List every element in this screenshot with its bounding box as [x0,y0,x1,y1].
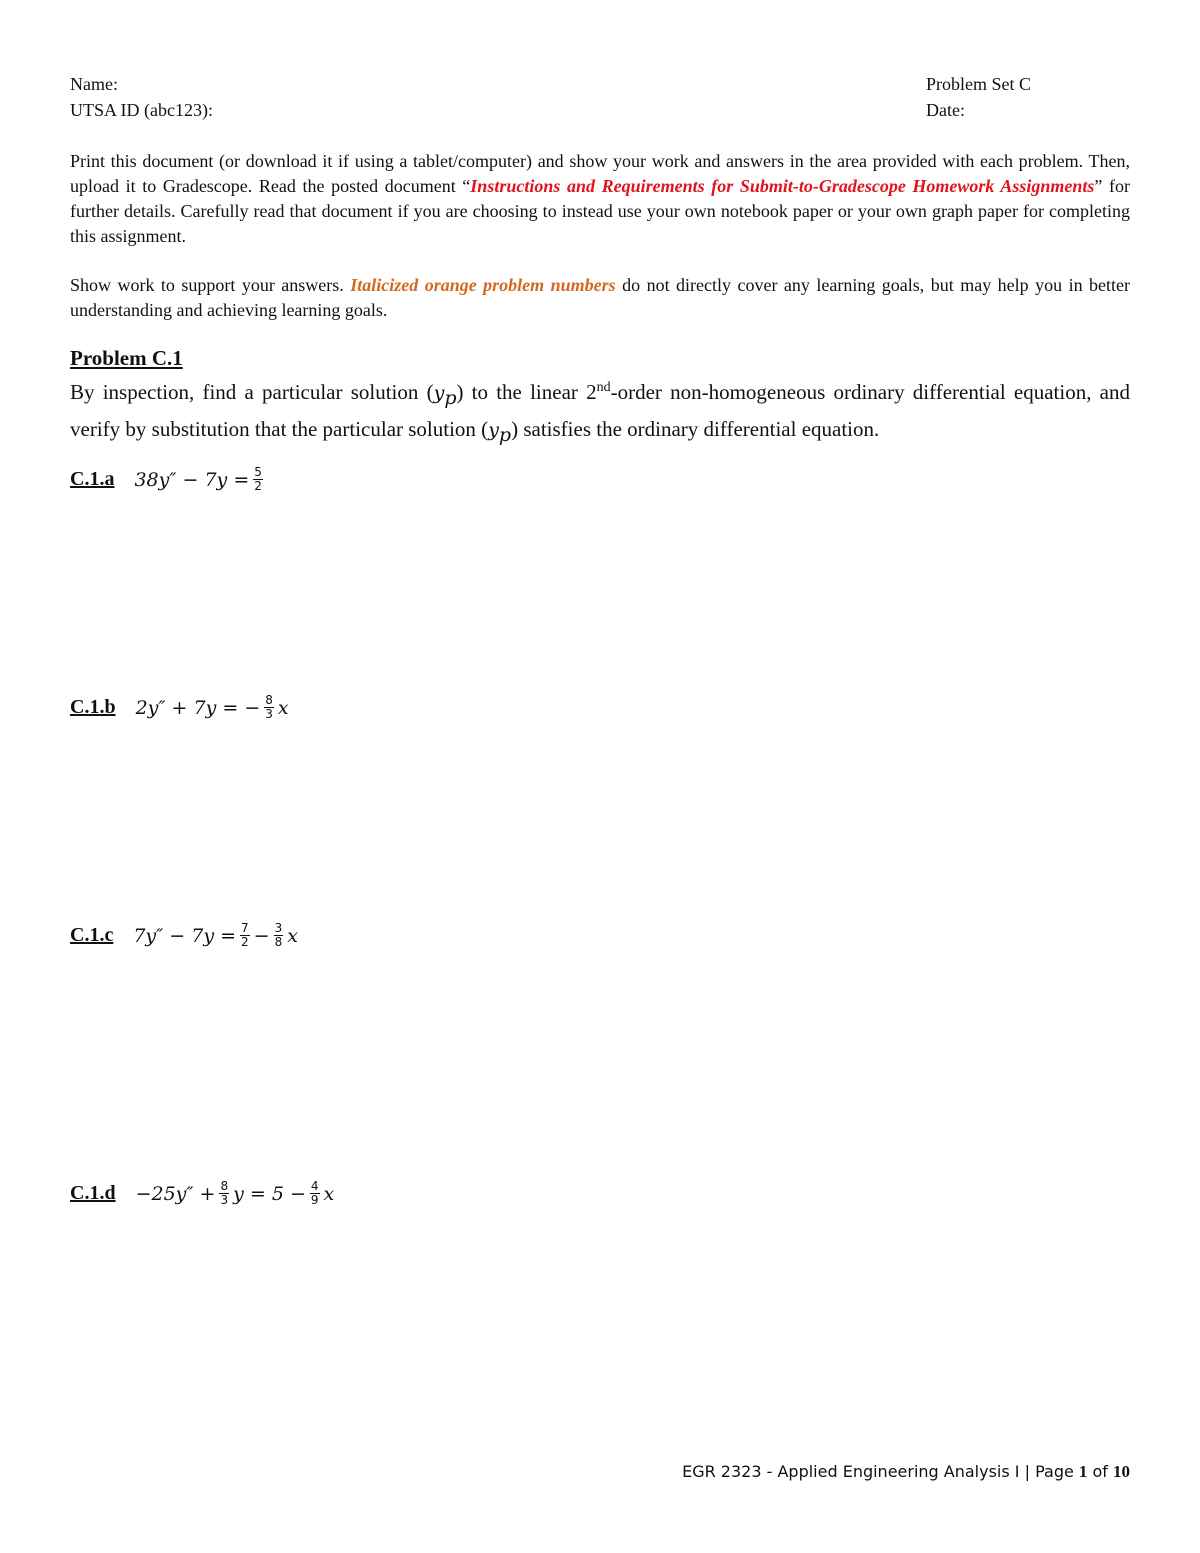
fraction-numerator: 8 [265,693,273,707]
name-label: Name: [70,74,118,94]
footer-total-pages: 10 [1113,1462,1130,1481]
part-label: C.1.b [70,696,116,718]
problem-statement [70,372,1130,451]
problem-set-label: Problem Set C [926,74,1032,94]
fraction-numerator: 8 [220,1179,229,1193]
problem-text-c: -order non-homogeneous ordinary differential equation, and verify by substitution that the particular solution ( [70,380,1130,442]
problem-text-d: ) satisfies the ordinary differential equation. [511,417,880,442]
fraction [310,1180,320,1207]
part-label: C.1.a [70,468,115,490]
instructions-document-title: Instructions and Requirements for Submit-to-Gradescope Homework Assignments [470,176,1095,196]
fraction-denominator: 2 [254,479,262,493]
equation-middle: y = 5 − [233,1182,306,1205]
footer-course: EGR 2323 - Applied Engineering Analysis I | Page [682,1462,1079,1481]
fraction-denominator: 9 [310,1193,319,1207]
equation-variable: x [287,924,298,947]
yp-subscript: p [444,387,457,410]
fraction-denominator: 8 [274,935,283,949]
fraction-denominator: 3 [220,1193,229,1207]
part-c [70,922,300,949]
equation-operator: − [253,924,270,947]
equation-variable: x [323,1182,335,1205]
equation-lhs: 38y″ − 7y = [134,468,250,491]
problem-title: Problem C.1 [70,346,183,370]
fraction-denominator: 3 [265,707,273,721]
utsa-id-label: UTSA ID (abc123): [70,100,213,120]
fraction [264,694,274,721]
show-work-text-start: Show work to support your answers. [70,275,351,295]
orange-problem-note: Italicized orange problem numbers [350,275,616,295]
page-footer [682,1462,1130,1482]
equation-lhs: 7y″ − 7y = [133,924,237,947]
fraction-numerator: 7 [241,921,249,935]
fraction-numerator: 4 [310,1179,319,1193]
show-work-paragraph [70,273,1130,323]
part-d [70,1180,336,1207]
footer-page-number: 1 [1078,1462,1088,1481]
problem-text-a: By inspection, find a particular solution ( [70,380,434,404]
fraction-numerator: 5 [254,465,262,479]
fraction [219,1180,229,1207]
yp-subscript: p [498,424,512,447]
fraction [240,922,250,949]
problem-text-b: ) to the linear 2 [456,380,597,404]
ordinal-superscript: nd [596,380,611,395]
instructions-paragraph [70,149,1130,249]
equation-variable: x [277,696,289,719]
instructions-text-start: Print this document (or download it if using a tablet/computer) and show your work and answers in the area provided with each problem. Then, upload it to Gradescope. Read the posted document “ [70,151,1130,196]
part-b [70,694,291,721]
show-work-text-end: do not directly cover any learning goals, but may help you in better understanding and achieving learning goals. [70,275,1131,320]
equation-lhs: −25y″ + [135,1182,216,1205]
equation-lhs: 2y″ + 7y = − [135,696,261,719]
date-label: Date: [926,100,965,120]
part-label: C.1.d [70,1182,116,1204]
fraction-numerator: 3 [274,921,283,935]
fraction [274,922,284,949]
fraction-denominator: 2 [241,935,249,949]
fraction [253,466,263,493]
yp-symbol: y [488,419,499,442]
yp-symbol: y [433,382,445,404]
part-label: C.1.c [70,924,114,946]
footer-of: of [1087,1462,1113,1481]
part-a [70,466,265,493]
instructions-text-end: ” for further details. Carefully read that document if you are choosing to instead use your own notebook paper or your own graph paper for completing this assignment. [70,176,1130,246]
